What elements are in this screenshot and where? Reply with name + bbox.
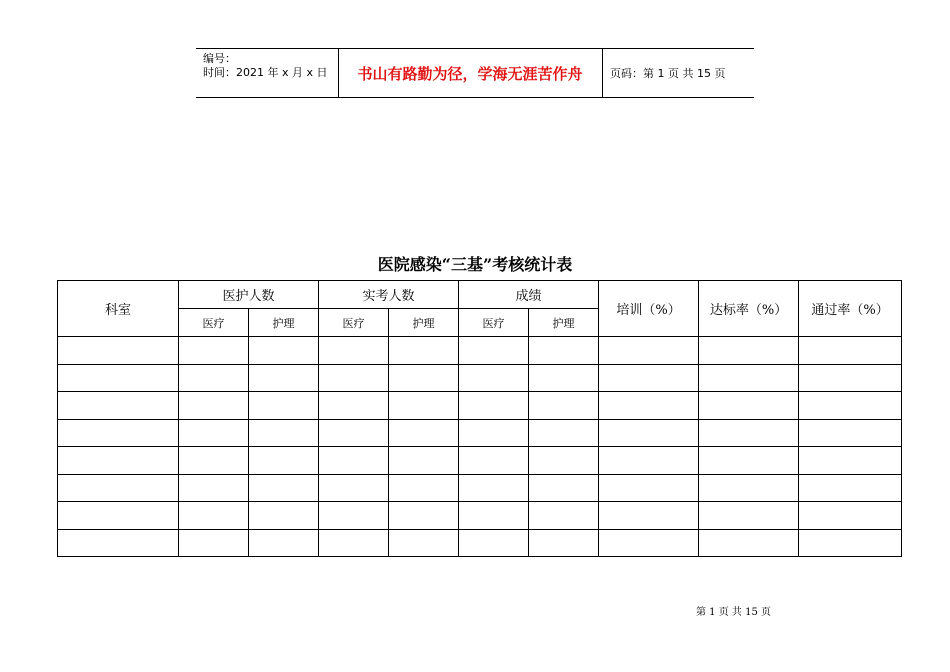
table-cell — [529, 364, 599, 392]
table-cell — [58, 364, 179, 392]
col-group-exam: 实考人数 — [319, 281, 459, 309]
table-cell — [599, 447, 699, 475]
sub-header-nursing: 护理 — [389, 309, 459, 337]
table-cell — [249, 419, 319, 447]
table-cell — [389, 337, 459, 365]
table-cell — [529, 419, 599, 447]
table-cell — [249, 364, 319, 392]
table-cell — [389, 529, 459, 557]
header-meta — [196, 49, 339, 97]
table-row — [58, 392, 902, 420]
table-cell — [599, 419, 699, 447]
table-cell — [799, 447, 902, 475]
table-row — [58, 502, 902, 530]
table-cell — [179, 364, 249, 392]
table-cell — [459, 392, 529, 420]
col-group-score: 成绩 — [459, 281, 599, 309]
table-row — [58, 337, 902, 365]
table-cell — [179, 474, 249, 502]
table-cell — [459, 364, 529, 392]
sub-header-medical: 医疗 — [459, 309, 529, 337]
table-cell — [319, 447, 389, 475]
sub-header-medical: 医疗 — [319, 309, 389, 337]
col-group-staff: 医护人数 — [179, 281, 319, 309]
table-cell — [58, 502, 179, 530]
table-cell — [699, 392, 799, 420]
col-header-dept: 科室 — [58, 281, 179, 337]
number-label: 编号： — [203, 52, 236, 65]
table-row — [58, 447, 902, 475]
table-cell — [389, 447, 459, 475]
table-cell — [58, 419, 179, 447]
page-footer: 第 1 页 共 15 页 — [696, 607, 771, 618]
table-cell — [799, 474, 902, 502]
table-cell — [799, 502, 902, 530]
table-cell — [699, 364, 799, 392]
table-cell — [249, 447, 319, 475]
table-cell — [529, 502, 599, 530]
table-row — [58, 474, 902, 502]
table-cell — [179, 419, 249, 447]
table-cell — [179, 337, 249, 365]
table-header-row-1 — [58, 281, 902, 309]
table-body — [58, 337, 902, 557]
sub-header-medical: 医疗 — [179, 309, 249, 337]
table-cell — [459, 419, 529, 447]
table-cell — [599, 502, 699, 530]
table-cell — [179, 502, 249, 530]
table-cell — [799, 529, 902, 557]
table-cell — [319, 529, 389, 557]
table-cell — [389, 364, 459, 392]
statistics-table — [57, 280, 902, 557]
table-cell — [699, 474, 799, 502]
table-cell — [529, 474, 599, 502]
table-cell — [699, 337, 799, 365]
table-cell — [58, 529, 179, 557]
table-cell — [179, 529, 249, 557]
table-cell — [249, 502, 319, 530]
table-cell — [249, 474, 319, 502]
table-cell — [599, 529, 699, 557]
table-cell — [529, 447, 599, 475]
table-cell — [319, 364, 389, 392]
table-cell — [799, 337, 902, 365]
table-cell — [319, 419, 389, 447]
document-header — [196, 48, 754, 98]
table-cell — [249, 529, 319, 557]
table-cell — [249, 392, 319, 420]
table-cell — [179, 447, 249, 475]
table-row — [58, 529, 902, 557]
table-cell — [459, 502, 529, 530]
table-cell — [58, 337, 179, 365]
table-cell — [459, 337, 529, 365]
table-cell — [459, 447, 529, 475]
table-cell — [599, 337, 699, 365]
col-header-training: 培训（%） — [599, 281, 699, 337]
table-cell — [699, 529, 799, 557]
table-cell — [459, 529, 529, 557]
table-cell — [699, 447, 799, 475]
sub-header-nursing: 护理 — [249, 309, 319, 337]
table-cell — [58, 474, 179, 502]
table-cell — [799, 392, 902, 420]
table-cell — [799, 364, 902, 392]
page-title: 医院感染“三基”考核统计表 — [377, 255, 573, 274]
table-cell — [389, 474, 459, 502]
table-cell — [389, 392, 459, 420]
table-cell — [389, 419, 459, 447]
col-header-pass-rate: 通过率（%） — [799, 281, 902, 337]
table-row — [58, 419, 902, 447]
table-cell — [529, 392, 599, 420]
header-motto: 书山有路勤为径，学海无涯苦作舟 — [338, 49, 603, 97]
table-cell — [529, 529, 599, 557]
table-cell — [699, 419, 799, 447]
col-header-standard-rate: 达标率（%） — [699, 281, 799, 337]
table-cell — [599, 364, 699, 392]
sub-header-nursing: 护理 — [529, 309, 599, 337]
table-cell — [58, 447, 179, 475]
table-cell — [599, 474, 699, 502]
time-label: 时间：2021 年 x 月 x 日 — [203, 66, 328, 79]
table-cell — [699, 502, 799, 530]
table-cell — [389, 502, 459, 530]
table-cell — [58, 392, 179, 420]
table-cell — [319, 502, 389, 530]
table-cell — [529, 337, 599, 365]
page-code: 页码：第 1 页 共 15 页 — [610, 67, 726, 80]
table-cell — [179, 392, 249, 420]
table-cell — [319, 474, 389, 502]
table-cell — [459, 474, 529, 502]
table-cell — [319, 337, 389, 365]
table-cell — [249, 337, 319, 365]
table-cell — [599, 392, 699, 420]
table-cell — [799, 419, 902, 447]
table-row — [58, 364, 902, 392]
table-cell — [319, 392, 389, 420]
